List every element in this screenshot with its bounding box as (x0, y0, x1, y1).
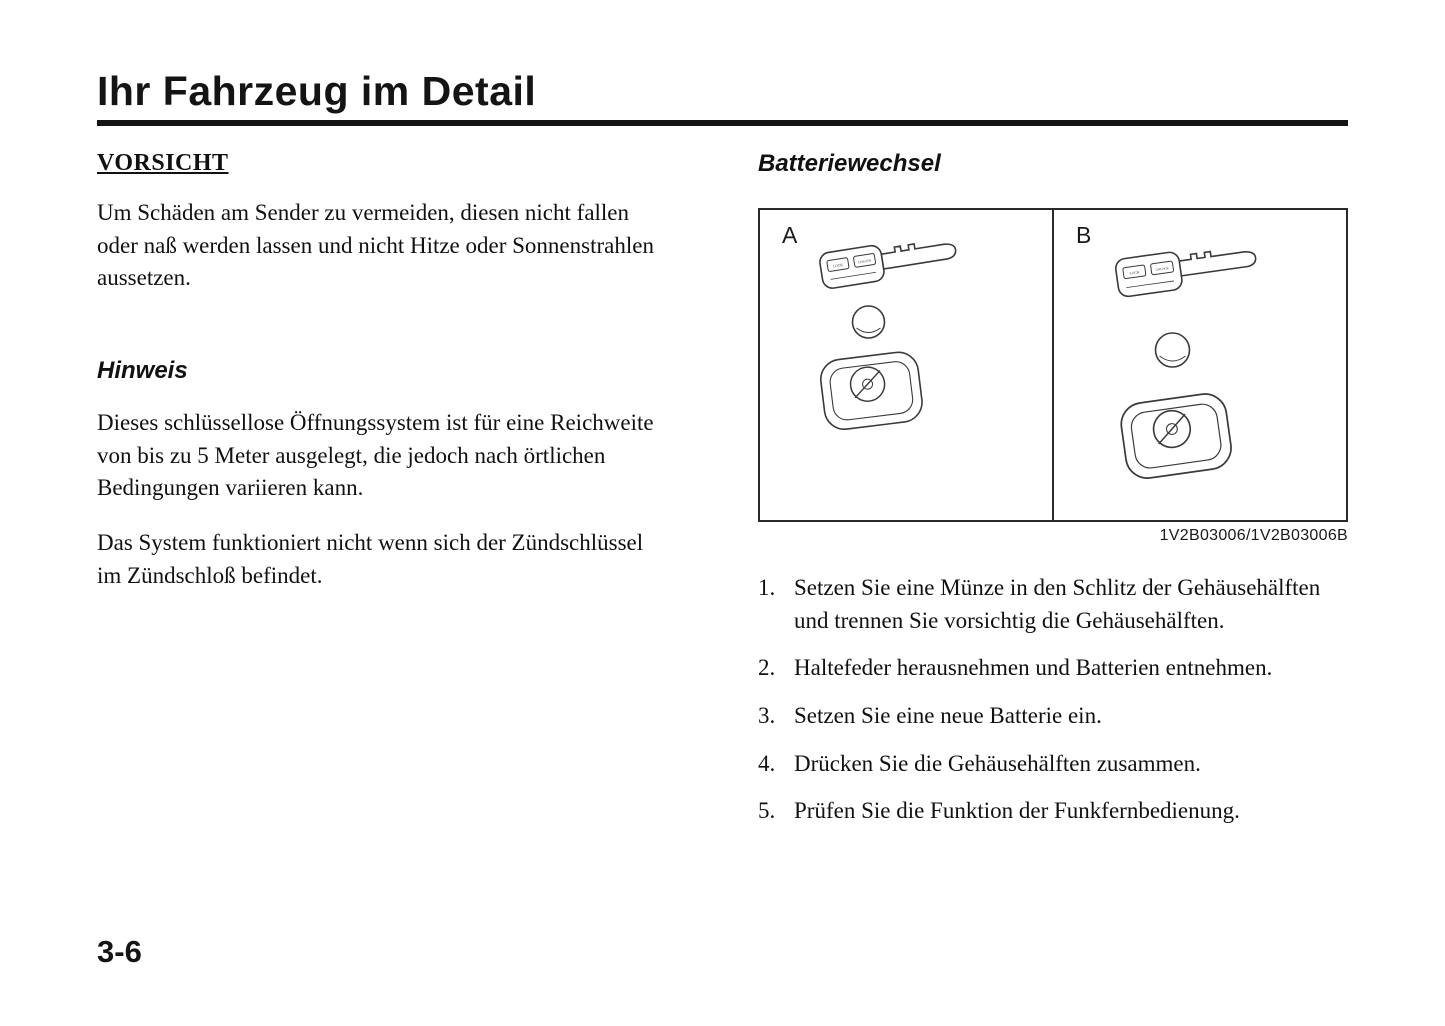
step-number: 3. (758, 702, 776, 728)
fob-case-illustration (819, 350, 925, 431)
key-button-lock-label: LOCK (1129, 270, 1140, 276)
key-button-lock-label: LOCK (832, 262, 844, 269)
title-rule (97, 120, 1348, 126)
note-paragraph: Dieses schlüssellose Öffnungssystem ist für eine Reichweite von bis zu 5 Meter ausgelegt, die jedoch nach örtlichen Bedingungen variieren kann. (97, 409, 654, 501)
section-heading-battery-change: Batteriewechsel (758, 150, 941, 177)
page-title: Ihr Fahrzeug im Detail (97, 68, 537, 114)
note-heading: Hinweis (97, 356, 188, 384)
battery-change-steps (758, 572, 1354, 843)
step-number: 4. (758, 750, 776, 776)
key-illustration (819, 233, 959, 290)
panel-label-a: A (782, 222, 798, 248)
battery-change-illustration-b (1054, 210, 1346, 520)
figure-panel-a (760, 210, 1054, 520)
figure-caption: 1V2B03006/1V2B03006B (1159, 527, 1348, 544)
step-number: 5. (758, 798, 776, 824)
key-illustration (1115, 241, 1259, 298)
left-column (97, 150, 663, 614)
step-text: Haltefeder herausnehmen und Batterien entnehmen. (794, 655, 1273, 681)
fob-case-illustration (1119, 391, 1234, 481)
step-item (758, 748, 1354, 781)
battery-change-figure (758, 208, 1348, 522)
step-text: Setzen Sie eine Münze in den Schlitz der Gehäusehälften und trennen Sie vorsichtig die Gehäusehälften. (794, 575, 1321, 633)
step-text: Drücken Sie die Gehäusehälften zusammen. (794, 750, 1201, 776)
figure-panel-b (1054, 210, 1346, 520)
step-item (758, 652, 1354, 685)
battery-change-illustration-a (760, 210, 1052, 520)
battery-illustration (1156, 333, 1190, 367)
step-item (758, 795, 1354, 828)
step-text: Setzen Sie eine neue Batterie ein. (794, 702, 1102, 728)
step-text: Prüfen Sie die Funktion der Funkfernbedienung. (794, 798, 1240, 824)
step-item (758, 700, 1354, 733)
step-number: 1. (758, 575, 776, 600)
step-item (758, 572, 1354, 637)
step-number: 2. (758, 655, 776, 681)
note-paragraph: Das System funktioniert nicht wenn sich der Zündschlüssel im Zündschloß befindet. (97, 529, 644, 588)
battery-illustration (853, 306, 885, 338)
key-button-unlock-label: UNLOCK (1155, 266, 1170, 272)
caution-text: Um Schäden am Sender zu vermeiden, diesen nicht fallen oder naß werden lassen und nicht Hitze oder Sonnenstrahlen aussetzen. (97, 200, 654, 291)
key-button-unlock-label: UNLOCK (857, 258, 872, 265)
caution-heading: VORSICHT (97, 150, 229, 176)
panel-label-b: B (1076, 222, 1092, 248)
page-number: 3-6 (97, 934, 142, 969)
